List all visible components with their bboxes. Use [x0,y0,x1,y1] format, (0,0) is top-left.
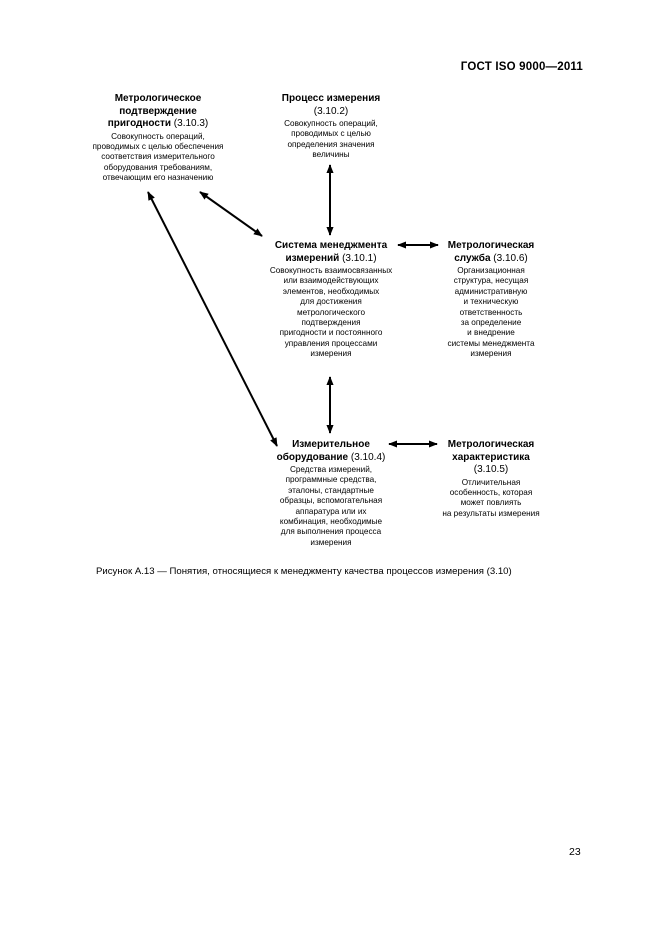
node-title: Система менеджмента измерений (3.10.1) [274,240,388,264]
page-number: 23 [569,846,581,858]
node-measurement-process [262,93,400,161]
node-code: (3.10.4) [350,451,386,463]
node-title: Метрологическое подтверждение пригодности (3.10.3) [107,93,209,129]
standard-designation: ГОСТ ISO 9000—2011 [460,61,583,73]
node-code: (3.10.3) [173,118,209,129]
node-code: (3.10.1) [342,252,377,264]
node-code: (3.10.2) [313,105,349,117]
node-description: Совокупность взаимосвязанных или взаимодействующих элементов, необходимых для достижения метрологического подтверждения пригодности и постоянного управления процессами измерения [269,266,393,359]
node-title: Метрологическая служба (3.10.6) [447,240,535,264]
node-description: Средства измерений, программные средства, эталоны, стандартные образцы, вспомогательная аппаратура или их комбинация, необходимые для выполнения процесса измерения [279,465,383,547]
arrow-confirmation-system [200,192,262,236]
node-metrological-function [428,240,554,360]
node-metrological-confirmation [80,93,236,184]
node-description: Совокупность операций, проводимых с целью определения значения величины [284,119,378,160]
node-metrological-characteristic [424,439,558,519]
node-measuring-equipment [258,439,404,548]
figure-caption: Рисунок А.13 — Понятия, относящиеся к менеджменту качества процессов измерения (3.10) [96,566,512,577]
node-description: Организационная структура, несущая административную и техническую ответственность за определение и внедрение системы менеджмента измерения [447,266,535,359]
node-code: (3.10.6) [493,252,528,264]
node-title: Метрологическая характеристика [447,439,535,463]
node-description: Совокупность операций, проводимых с целью обеспечения соответствия измерительного оборудования требованиям, отвечающим его назначению [92,131,224,183]
node-title: Процесс измерения [281,93,381,104]
node-code: (3.10.5) [473,464,509,475]
node-measurement-management-system [250,240,412,360]
node-title: Измерительное оборудование (3.10.4) [276,439,386,463]
node-description: Отличительная особенность, которая может повлиять на результаты измерения [442,477,540,518]
